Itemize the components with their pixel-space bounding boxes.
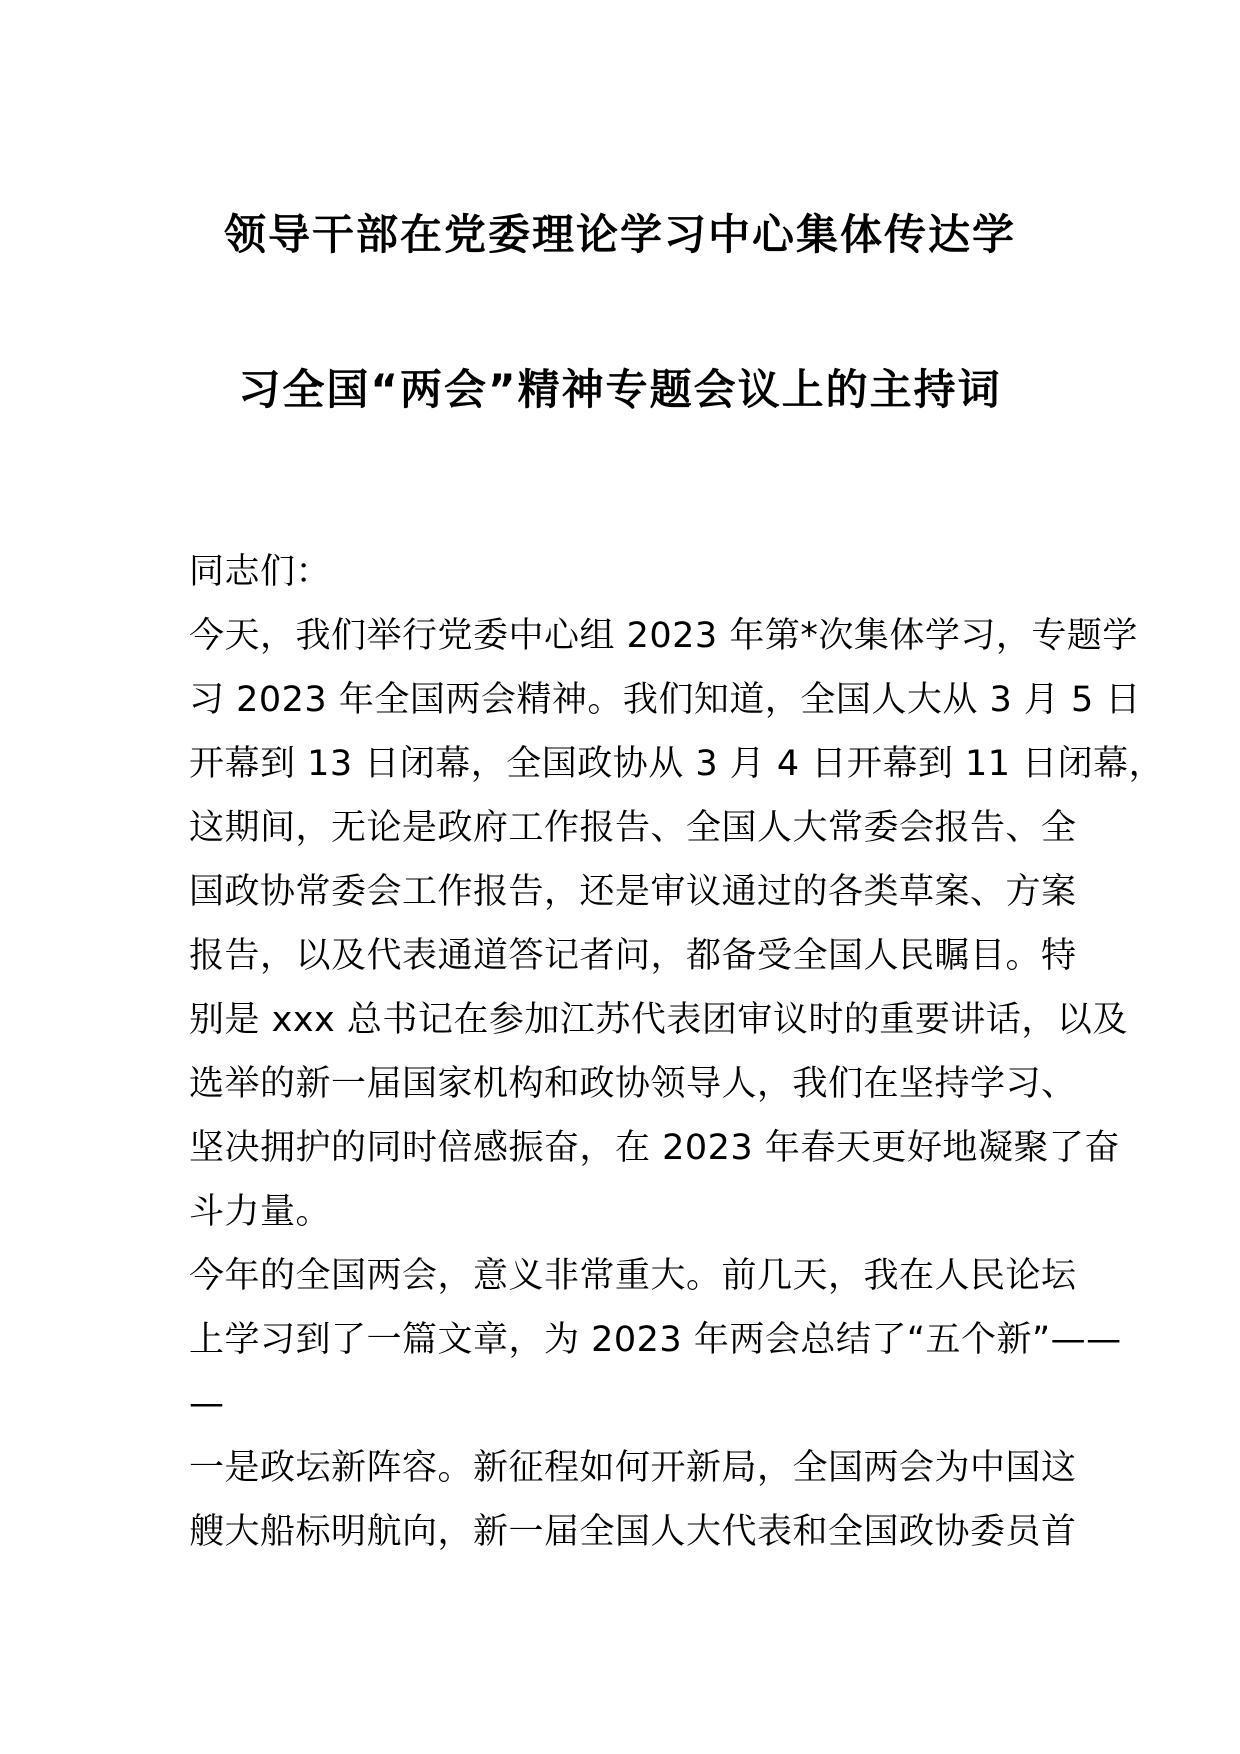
body-line: 今天，我们举行党委中心组 2023 年第*次集体学习，专题学: [189, 616, 1138, 656]
body-line: 习 2023 年全国两会精神。我们知道，全国人大从 3 月 5 日: [189, 680, 1141, 720]
body-line: 报告，以及代表通道答记者问，都备受全国人民瞩目。特: [189, 936, 1077, 976]
salutation-line: 同志们：: [189, 552, 332, 592]
body-line: 斗力量。: [189, 1192, 332, 1232]
body-line: 开幕到 13 日闭幕，全国政协从 3 月 4 日开幕到 11 日闭幕，: [189, 744, 1165, 784]
body-line: 一是政坛新阵容。新征程如何开新局，全国两会为中国这: [189, 1448, 1077, 1488]
body-line: 国政协常委会工作报告，还是审议通过的各类草案、方案: [189, 872, 1077, 912]
document-title-line-1: 领导干部在党委理论学习中心集体传达学: [223, 210, 1016, 259]
body-line: —: [189, 1384, 225, 1424]
body-line: 今年的全国两会，意义非常重大。前几天，我在人民论坛: [189, 1256, 1077, 1296]
body-line: 别是 xxx 总书记在参加江苏代表团审议时的重要讲话，以及: [189, 1000, 1128, 1040]
body-line: 选举的新一届国家机构和政协领导人，我们在坚持学习、: [189, 1064, 1077, 1104]
body-line: 这期间，无论是政府工作报告、全国人大常委会报告、全: [189, 808, 1077, 848]
body-line: 坚决拥护的同时倍感振奋，在 2023 年春天更好地凝聚了奋: [189, 1128, 1120, 1168]
document-body: [189, 540, 1165, 1564]
body-line: 艘大船标明航向，新一届全国人大代表和全国政协委员首: [189, 1512, 1077, 1552]
document-title-line-2: 习全国“两会”精神专题会议上的主持词: [238, 365, 1002, 414]
body-line: 上学习到了一篇文章，为 2023 年两会总结了“五个新”——: [189, 1320, 1122, 1360]
